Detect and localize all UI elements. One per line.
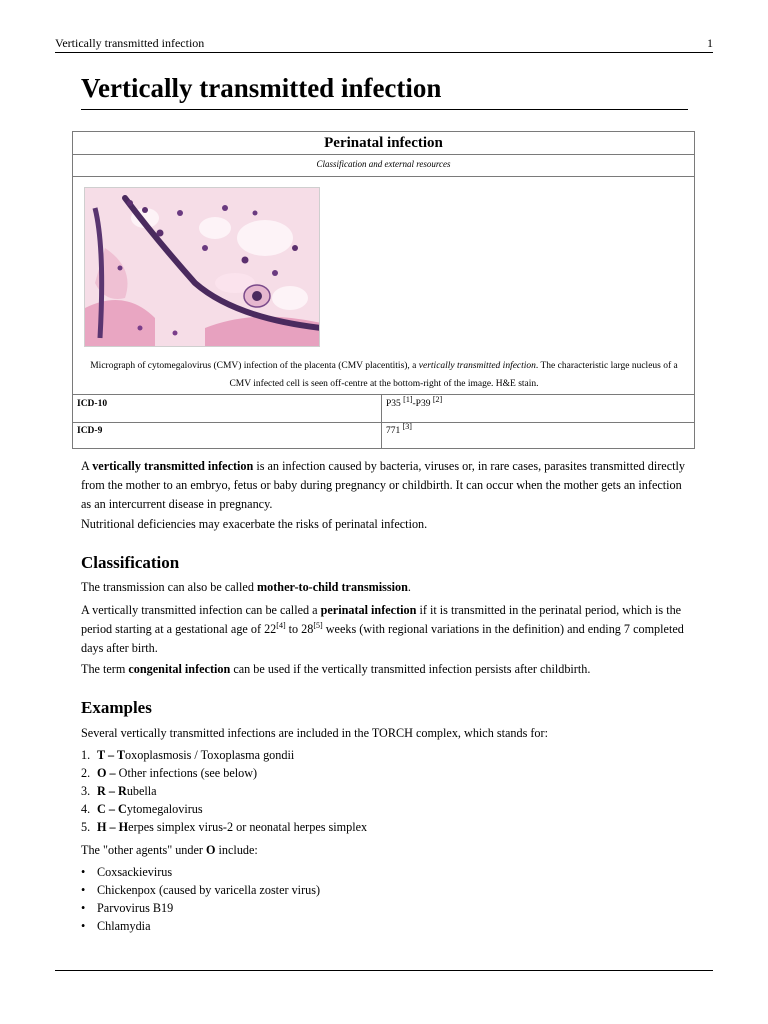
agent-link[interactable]: Chickenpox (caused by varicella zoster virus) [97, 883, 321, 897]
text: A vertically transmitted infection can be called a [81, 603, 321, 617]
page-number: 1 [707, 36, 713, 50]
torch-dash: – [106, 820, 119, 834]
text: The transmission can also be called [81, 580, 257, 594]
torch-text: ytomegalovirus [126, 802, 203, 816]
torch-text: Other infections (see below) [118, 766, 258, 780]
list-number: 2. [81, 766, 91, 780]
list-number: 3. [81, 784, 91, 798]
list-number: 5. [81, 820, 91, 834]
icd10-row [73, 395, 694, 423]
text: include: [215, 843, 258, 857]
list-item [81, 764, 691, 782]
torch-dash: – [106, 766, 119, 780]
torch-text: oxoplasmosis / Toxoplasma gondii [125, 748, 295, 762]
icd9-code[interactable]: 771 [386, 426, 403, 436]
text: The "other agents" under [81, 843, 207, 857]
caption-text-end: . The characteristic large nucleus of a CMV infected cell is seen off-centre at the bottom-right of the image. H&E stain. [229, 361, 678, 389]
footer-rule [55, 970, 713, 971]
classification-p1 [81, 578, 691, 597]
torch-letter: H [97, 820, 107, 834]
bullet: • [81, 883, 86, 897]
text: weeks (with regional variations in the definition) and ending 7 completed days after birth. [81, 622, 684, 655]
ref-3[interactable]: [3] [402, 421, 412, 431]
bullet: • [81, 901, 86, 915]
other-agents-list [81, 863, 691, 935]
examples-intro: Several vertically transmitted infections are included in the TORCH complex, which stands for: [81, 726, 548, 740]
classification-heading: Classification [81, 553, 180, 572]
icd9-label[interactable]: ICD-9 [77, 426, 103, 436]
caption-italic-link[interactable]: vertically transmitted infection [418, 361, 536, 371]
running-title: Vertically transmitted infection [55, 36, 205, 50]
cell-divider [381, 422, 382, 449]
micrograph-image[interactable] [84, 187, 320, 347]
icd9-row [73, 422, 694, 449]
text: . [407, 580, 411, 594]
list-number: 1. [81, 748, 91, 762]
torch-letter: T [97, 748, 105, 762]
text: if it is transmitted in the perinatal period, which is the period starting at a gestational age of 22 [81, 603, 682, 636]
ref-2[interactable]: [2] [432, 394, 443, 404]
text: The term [81, 662, 129, 676]
term-bold: perinatal infection [320, 603, 417, 617]
icd10-label[interactable]: ICD-10 [77, 399, 108, 409]
torch-initial: R [118, 784, 127, 798]
torch-text: erpes simplex virus-2 or neonatal herpes simplex [128, 820, 368, 834]
infobox-caption [79, 357, 689, 393]
list-item [81, 899, 691, 917]
torch-dash: – [105, 802, 118, 816]
infobox-subtitle: Classification and external resources [73, 155, 694, 177]
caption-text: Micrograph of cytomegalovirus (CMV) infection of the placenta (CMV placentitis), a [90, 361, 419, 371]
agent-link[interactable]: Chlamydia [97, 919, 151, 933]
examples-heading: Examples [81, 698, 152, 717]
infobox-image-row [73, 177, 694, 395]
term-bold: mother-to-child transmission [257, 580, 408, 594]
nutrition-paragraph: Nutritional deficiencies may exacerbate the risks of perinatal infection. [81, 517, 428, 531]
agent-link[interactable]: Coxsackievirus [97, 865, 173, 879]
torch-initial: T [116, 748, 126, 762]
ref-1[interactable]: [1] [403, 394, 413, 404]
list-item [81, 818, 691, 836]
text: A [81, 459, 93, 473]
bullet: • [81, 865, 86, 879]
bullet: • [81, 919, 86, 933]
other-agents-intro [81, 841, 691, 860]
term-bold: vertically transmitted infection [92, 459, 254, 473]
classification-p2 [81, 601, 691, 658]
list-item [81, 746, 691, 764]
classification-p3 [81, 660, 691, 679]
ref-5[interactable]: [5] [313, 620, 323, 630]
infobox-title: Perinatal infection [73, 132, 694, 155]
list-item [81, 881, 691, 899]
torch-text: ubella [126, 784, 157, 798]
text: is an infection caused by bacteria, viruses or, in rare cases, parasites transmitted directly from the mother to an embryo, fetus or baby during pregnancy or childbirth. It can occur when the mother gets an infection as an intercurrent disease in pregnancy. [81, 459, 685, 511]
micrograph-illustration [85, 188, 320, 347]
torch-initial: C [118, 802, 127, 816]
infobox [72, 131, 695, 449]
torch-letter: O [97, 766, 107, 780]
torch-letter: C [97, 802, 106, 816]
icd10-code-start[interactable]: P35 [386, 399, 404, 409]
torch-list [81, 746, 691, 836]
torch-dash: – [105, 784, 118, 798]
torch-initial: H [118, 820, 129, 834]
torch-letter: R [97, 784, 106, 798]
text: can be used if the vertically transmitted infection persists after childbirth. [230, 662, 591, 676]
agent-link[interactable]: Parvovirus B19 [97, 901, 174, 915]
list-item [81, 800, 691, 818]
term-bold: congenital infection [128, 662, 231, 676]
list-item [81, 917, 691, 935]
list-number: 4. [81, 802, 91, 816]
text: to 28 [285, 622, 314, 636]
intro-paragraph [81, 457, 691, 514]
running-header [55, 36, 713, 53]
term-bold: O [206, 843, 216, 857]
list-item [81, 863, 691, 881]
icd10-code-end[interactable]: -P39 [412, 399, 433, 409]
torch-dash: – [104, 748, 117, 762]
list-item [81, 782, 691, 800]
ref-4[interactable]: [4] [276, 620, 286, 630]
icd10-value [386, 394, 443, 409]
cell-divider [381, 395, 382, 422]
page-title: Vertically transmitted infection [81, 72, 688, 110]
icd9-value [386, 421, 412, 436]
